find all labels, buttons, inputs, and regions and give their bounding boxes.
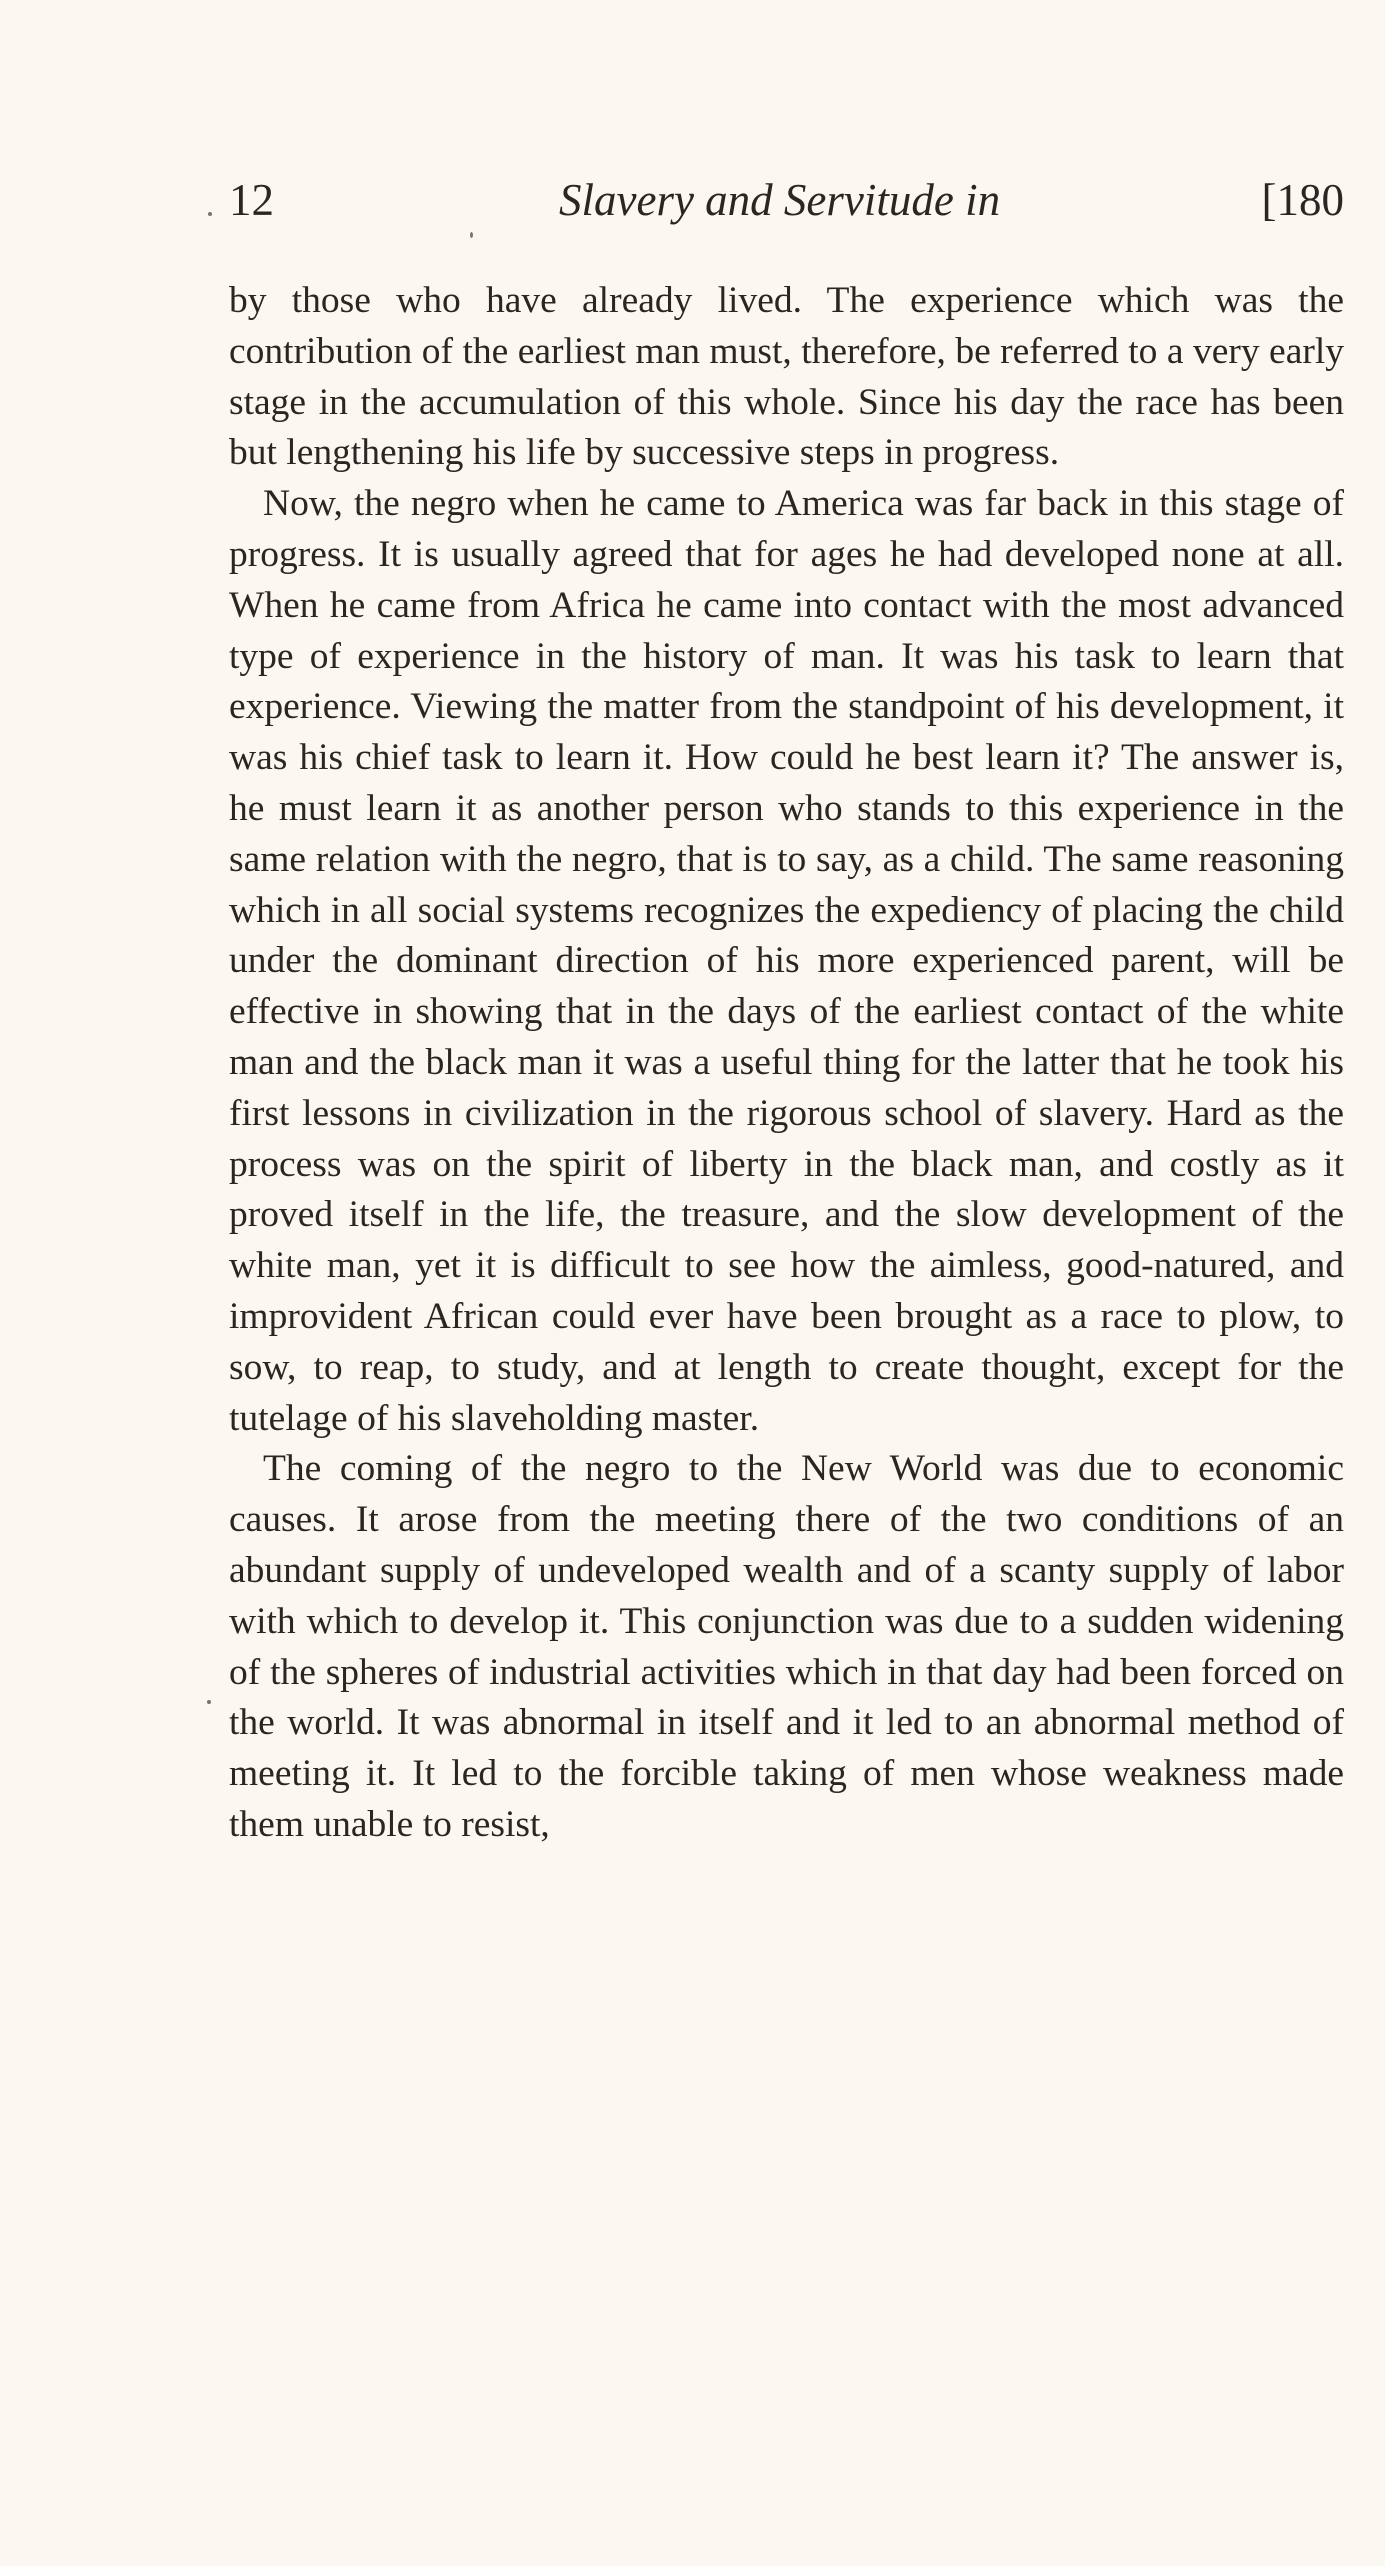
body-text (229, 276, 1344, 1851)
page-number: 12 (229, 175, 274, 225)
margin-speck (208, 212, 212, 216)
margin-speck (207, 1700, 211, 1704)
margin-speck (470, 232, 473, 238)
running-title: Slavery and Servitude in (559, 175, 1001, 225)
paragraph-continued: by those who have already lived. The experience which was the contribution of the earliest man must, therefore, be referred to a very early stage in the accumulation of this whole. Since his day the race has been but lengthening his life by successive steps in progress. (229, 280, 1344, 474)
running-head-right: [180 (1261, 175, 1344, 225)
running-head (229, 160, 1344, 240)
paragraph: The coming of the negro to the New World was due to economic causes. It arose from the meeting there of the two conditions of an abundant supply of undeveloped wealth and of a scanty supply of labor with which to develop it. This conjunction was due to a sudden widening of the spheres of industrial activities which in that day had been forced on the world. It was abnormal in itself and it led to an abnormal method of meeting it. It led to the forcible taking of men whose weakness made them unable to resist, (229, 1448, 1344, 1845)
paragraph: Now, the negro when he came to America was far back in this stage of progress. It is usually agreed that for ages he had developed none at all. When he came from Africa he came into contact with the most advanced type of experience in the history of man. It was his task to learn that experience. Viewing the matter from the standpoint of his development, it was his chief task to learn it. How could he best learn it? The answer is, he must learn it as another person who stands to this experience in the same relation with the negro, that is to say, as a child. The same reasoning which in all social systems recognizes the expediency of placing the child under the dominant direction of his more experienced parent, will be effective in showing that in the days of the earliest contact of the white man and the black man it was a useful thing for the latter that he took his first lessons in civilization in the rigorous school of slavery. Hard as the process was on the spirit of liberty in the black man, and costly as it proved itself in the life, the treasure, and the slow development of the white man, yet it is difficult to see how the aimless, good-natured, and improvident African could ever have been brought as a race to plow, to sow, to reap, to study, and at length to create thought, except for the tutelage of his slaveholding master. (229, 483, 1344, 1439)
